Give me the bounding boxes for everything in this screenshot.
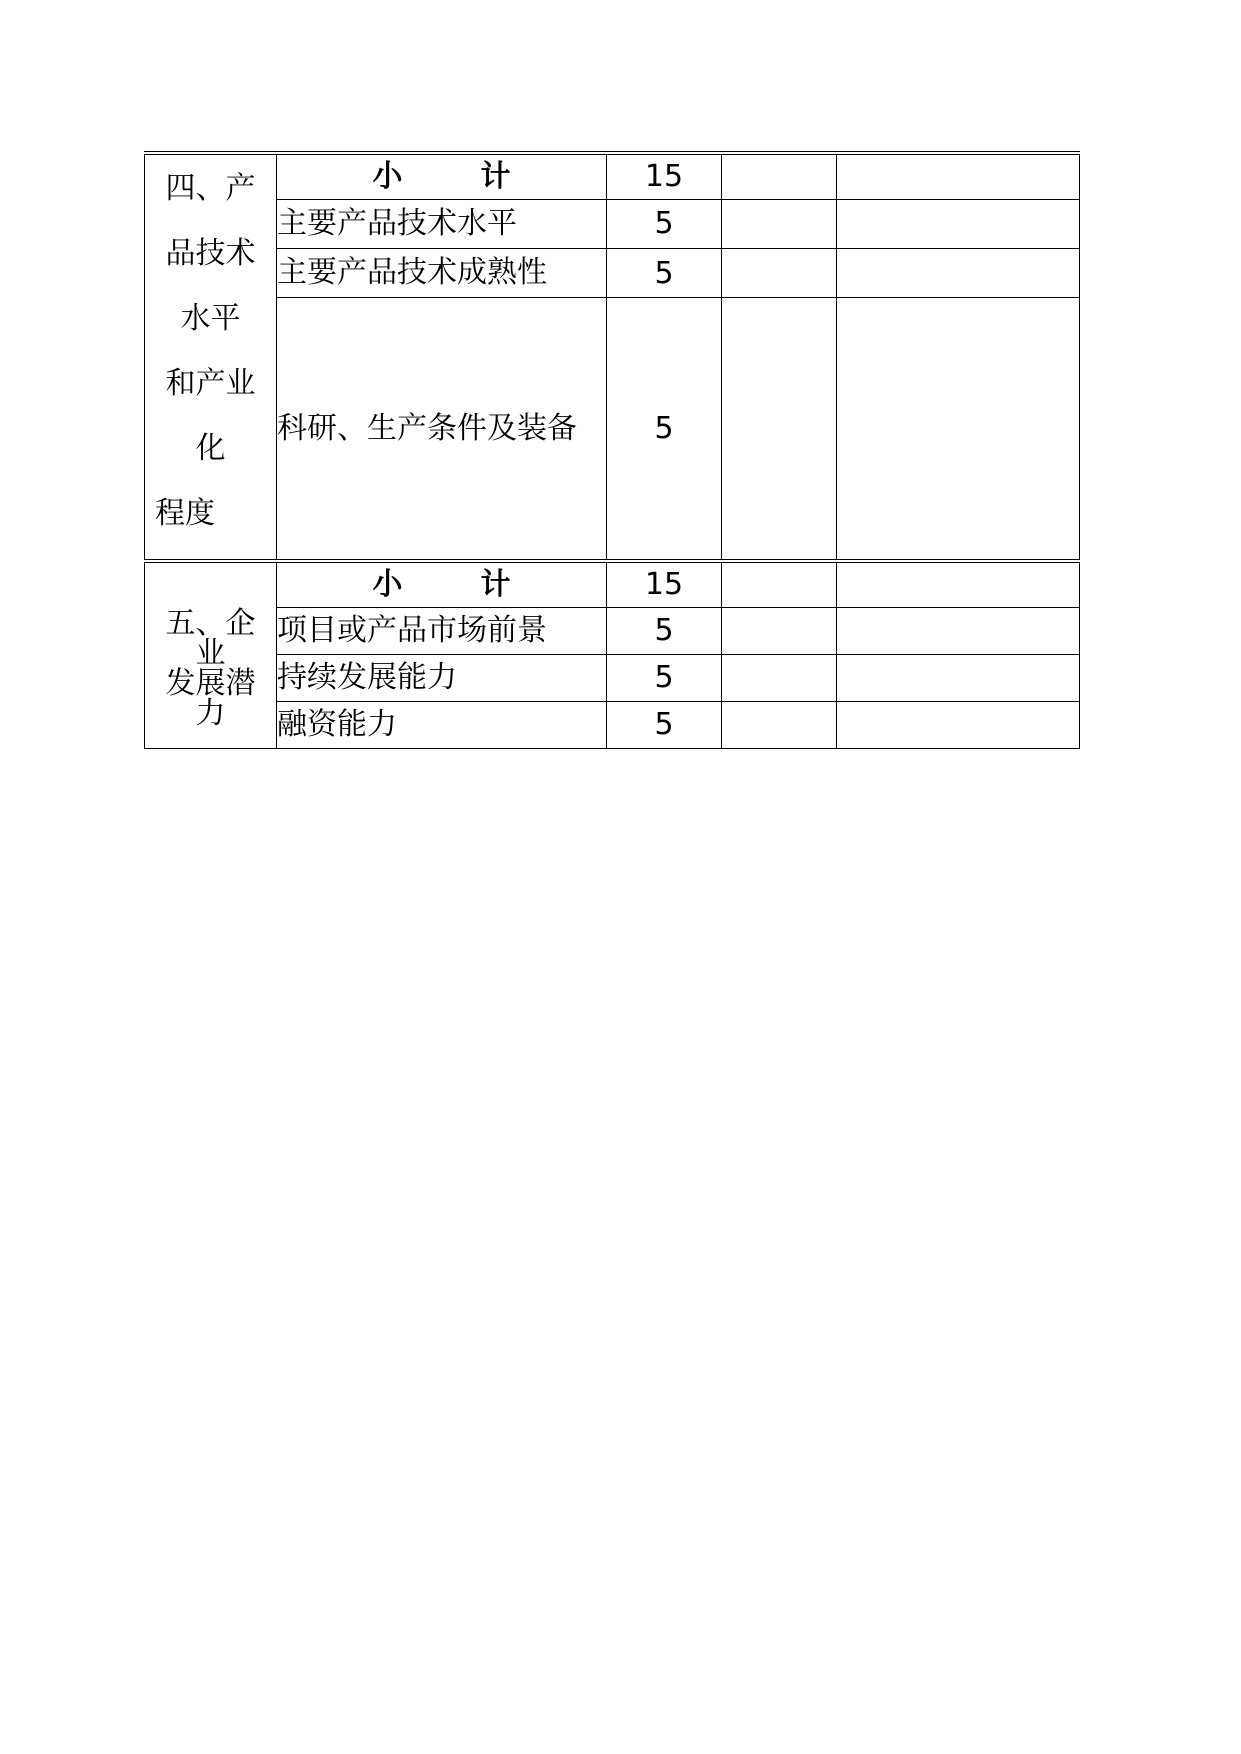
max-score: 15	[607, 561, 722, 607]
category-line: 四、产	[165, 171, 256, 206]
category-line: 品技术	[165, 236, 256, 271]
category-line: 化	[195, 431, 226, 466]
empty-cell	[837, 607, 1080, 654]
subtotal-label-part: 小	[372, 158, 403, 194]
category-line: 和产业	[165, 366, 256, 401]
empty-cell	[722, 248, 837, 297]
item-name: 融资能力	[277, 701, 607, 748]
table-row	[145, 701, 1080, 748]
empty-cell	[722, 199, 837, 248]
table-row	[145, 248, 1080, 297]
empty-cell	[722, 607, 837, 654]
empty-cell	[722, 298, 837, 561]
table-row	[145, 561, 1080, 607]
subtotal-label-part: 计	[480, 566, 511, 602]
empty-cell	[837, 298, 1080, 561]
max-score: 5	[607, 607, 722, 654]
empty-cell	[837, 153, 1080, 199]
empty-cell	[837, 199, 1080, 248]
empty-cell	[837, 561, 1080, 607]
max-score: 5	[607, 654, 722, 701]
category-line: 水平	[180, 301, 241, 336]
subtotal-label-part: 小	[372, 566, 403, 602]
max-score: 5	[607, 298, 722, 561]
subtotal-label	[277, 153, 607, 199]
empty-cell	[837, 701, 1080, 748]
table-row	[145, 199, 1080, 248]
table-row	[145, 298, 1080, 561]
empty-cell	[722, 654, 837, 701]
empty-cell	[722, 701, 837, 748]
item-name: 持续发展能力	[277, 654, 607, 701]
subtotal-label	[277, 561, 607, 607]
category-line: 业	[195, 636, 226, 672]
category-line: 发展潜	[165, 666, 256, 702]
category-line: 程度	[155, 496, 215, 531]
empty-cell	[722, 153, 837, 199]
table-row	[145, 153, 1080, 199]
category-line: 力	[195, 696, 226, 732]
scoring-table	[144, 151, 1080, 749]
max-score: 5	[607, 199, 722, 248]
category-cell	[145, 153, 277, 561]
item-name: 主要产品技术成熟性	[277, 248, 607, 297]
subtotal-label-part: 计	[480, 158, 511, 194]
table-row	[145, 607, 1080, 654]
table-row	[145, 654, 1080, 701]
max-score: 15	[607, 153, 722, 199]
category-cell	[145, 561, 277, 748]
max-score: 5	[607, 248, 722, 297]
item-name: 主要产品技术水平	[277, 199, 607, 248]
category-line: 五、企	[165, 606, 256, 642]
item-name: 项目或产品市场前景	[277, 607, 607, 654]
empty-cell	[837, 654, 1080, 701]
empty-cell	[837, 248, 1080, 297]
item-name: 科研、生产条件及装备	[277, 298, 607, 561]
empty-cell	[722, 561, 837, 607]
max-score: 5	[607, 701, 722, 748]
